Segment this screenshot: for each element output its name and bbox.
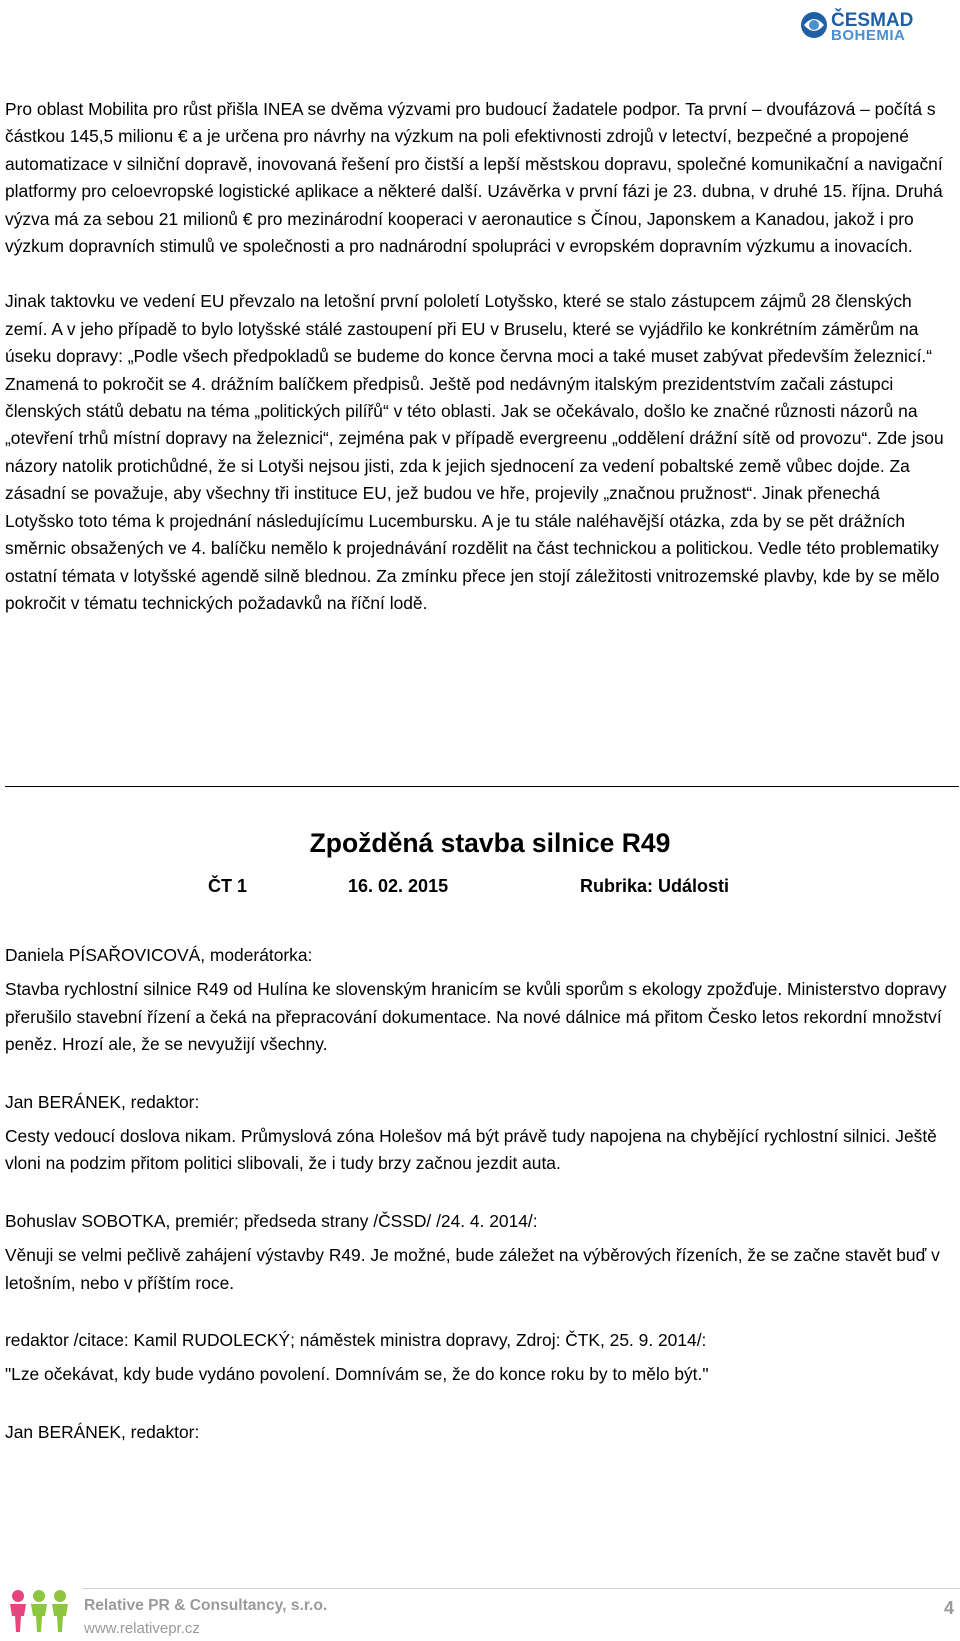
speech-2: Cesty vedoucí doslova nikam. Průmyslová zóna Holešov má být právě tudy napojena na chybějící rychlostní silnici. Ještě vloni na podzim přitom politici slibovali, že i tudy brzy začnou jezdit auta. [5,1126,937,1174]
article-body [5,942,955,1446]
speaker-3: Bohuslav SOBOTKA, premiér; předseda strany /ČSSD/ /24. 4. 2014/: [5,1210,538,1231]
article-title: Zpožděná stavba silnice R49 [309,828,671,858]
section-divider [5,786,959,787]
footer-rule [82,1588,960,1589]
people-figures-icon [6,1588,72,1641]
footer-company: Relative PR & Consultancy, s.r.o. [84,1597,328,1614]
cesmad-bohemia-logo [800,8,955,42]
speaker-4: redaktor /citace: Kamil RUDOLECKÝ; náměstek ministra dopravy, Zdroj: ČTK, 25. 9. 2014/: [5,1330,707,1351]
page-number: 4 [943,1598,954,1618]
cesmad-logo-graphic [800,8,955,42]
footer-url[interactable]: www.relativepr.cz [84,1620,200,1637]
logo-line2: BOHEMIA [831,27,906,42]
speaker-5: Jan BERÁNEK, redaktor: [5,1421,200,1442]
intro-paragraph-2: Jinak taktovku ve vedení EU převzalo na letošní první pololetí Lotyšsko, které se stalo zástupcem zájmů 28 členských zemí. A v jeho případě to bylo lotyšské stálé zastoupení při EU v Bruselu, které se vyjádřilo ke konkrétním záměrům na úseku dopravy: „Podle všech předpokladů se budeme do konce června moci a také muset zabývat především železnicí.“ Znamená to pokročit se 4. drážním balíčkem předpisů. Ještě pod nedávným italským prezidentstvím začali zástupci členských států debatu na téma „politických pilířů“ v této oblasti. Jak se očekávalo, došlo ke značné různosti názorů na „otevření trhů místní dopravy na železnici“, zejména pak v případě evergreenu „oddělení drážní sítě od provozu“. Zde jsou názory natolik protichůdné, že si Lotyši nejsou jisti, zda k jejich sjednocení za vedení pobaltské země vůbec dojde. Za zásadní se považuje, aby všechny tři instituce EU, jež budou ve hře, projevily „značnou pružnost“. Jinak přenechá Lotyšsko toto téma k projednání následujícímu Lucembursku. A je tu stále naléhavější otázka, zda by se pět drážních směrnic obsažených ve 4. balíčku nemělo k projednávání rozdělit na část technickou a politickou. Vedle této problematiky ostatní témata v lotyšské agendě silně blednou. Za zmínku přece jen stojí záležitosti vnitrozemské plavby, kde by se mělo pokročit v tématu technických požadavků na říční lodě. [5,291,944,613]
logo-line1: ČESMAD [831,10,914,31]
speech-4: "Lze očekávat, kdy bude vydáno povolení. Domnívám se, že do konce roku by to mělo být." [5,1364,709,1385]
speech-3: Věnuji se velmi pečlivě zahájení výstavby R49. Je možné, bude záležet na výběrových řízeních, že se začne stavět buď v letošním, nebo v příštím roce. [5,1245,940,1293]
article-date: 16. 02. 2015 [348,876,449,896]
article-rubric: Rubrika: Události [580,876,730,896]
page-footer [0,1588,960,1638]
speech-1: Stavba rychlostní silnice R49 od Hulína ke slovenským hranicím se kvůli sporům s ekology zpožďuje. Ministerstvo dopravy přerušilo stavební řízení a čeká na přepracování dokumentace. Na nové dálnice má přitom Česko letos rekordní množství peněz. Hrozí ale, že se nevyužijí všechny. [5,979,947,1055]
speaker-2: Jan BERÁNEK, redaktor: [5,1091,200,1112]
speaker-1: Daniela PÍSAŘOVICOVÁ, moderátorka: [5,945,313,965]
intro-section [5,96,950,617]
intro-paragraph-1: Pro oblast Mobilita pro růst přišla INEA se dvěma výzvami pro budoucí žadatele podpor. Ta první – dvoufázová – počítá s částkou 145,5 milionu € a je určena pro návrhy na výzkum na poli efektivnosti zdrojů v letectví, bezpečné a propojené automatizace v silniční dopravě, inovovaná řešení pro čistší a lepší městskou dopravu, společné komunikační a navigační platformy pro celoevropské logistické aplikace a některé další. Uzávěrka v první fázi je 23. dubna, v druhé 15. října. Druhá výzva má za sebou 21 milionů € pro mezinárodní kooperaci v aeronautice s Čínou, Japonskem a Kanadou, jakož i pro výzkum dopravních stimulů ve společnosti a pro nadnárodní spolupráci v evropském dopravním výzkumu a inovacích. [5,99,943,257]
article-channel: ČT 1 [208,876,248,896]
